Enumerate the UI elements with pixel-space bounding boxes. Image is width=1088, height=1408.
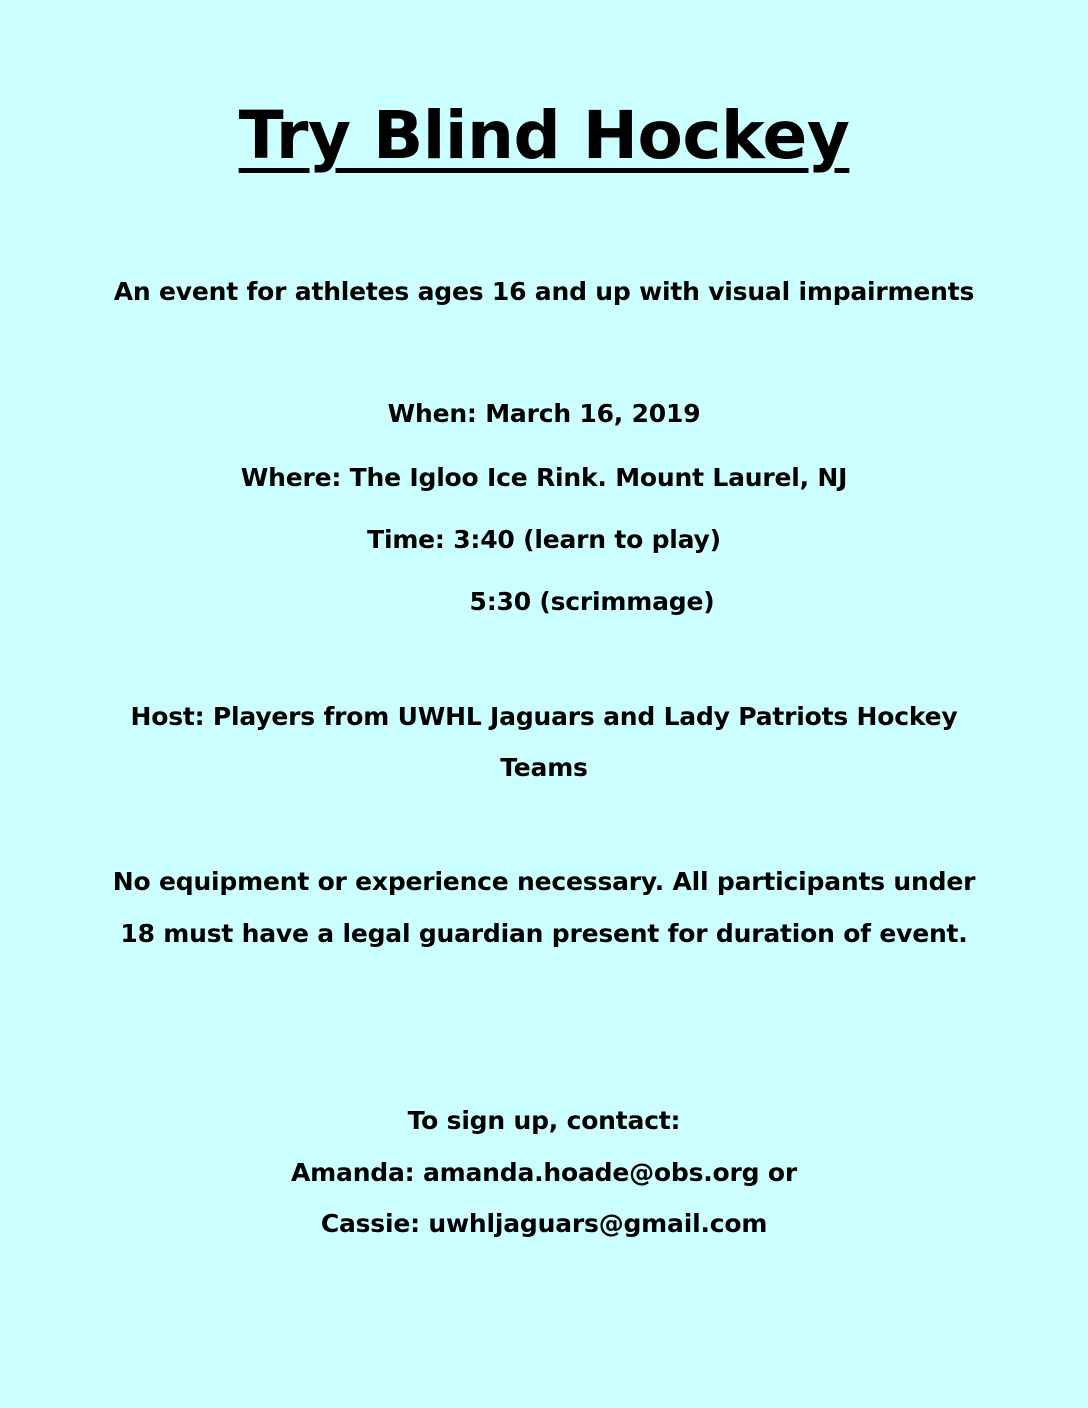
event-date: When: March 16, 2019 bbox=[387, 399, 701, 428]
host-line-2: Teams bbox=[500, 753, 588, 782]
event-time-learn: Time: 3:40 (learn to play) bbox=[367, 525, 721, 554]
contact-amanda: Amanda: amanda.hoade@obs.org or bbox=[291, 1158, 797, 1187]
notice-line-2: 18 must have a legal guardian present for duration of event. bbox=[120, 919, 968, 948]
contact-heading: To sign up, contact: bbox=[407, 1106, 681, 1135]
contact-cassie: Cassie: uwhljaguars@gmail.com bbox=[320, 1209, 768, 1238]
flyer-title: Try Blind Hockey bbox=[238, 97, 850, 174]
notice-line-1: No equipment or experience necessary. All participants under bbox=[112, 867, 976, 896]
event-location: Where: The Igloo Ice Rink. Mount Laurel, NJ bbox=[240, 463, 848, 492]
event-subtitle: An event for athletes ages 16 and up with visual impairments bbox=[113, 277, 975, 306]
host-line-1: Host: Players from UWHL Jaguars and Lady Patriots Hockey bbox=[130, 702, 958, 731]
event-time-scrimmage: 5:30 (scrimmage) bbox=[469, 587, 715, 616]
